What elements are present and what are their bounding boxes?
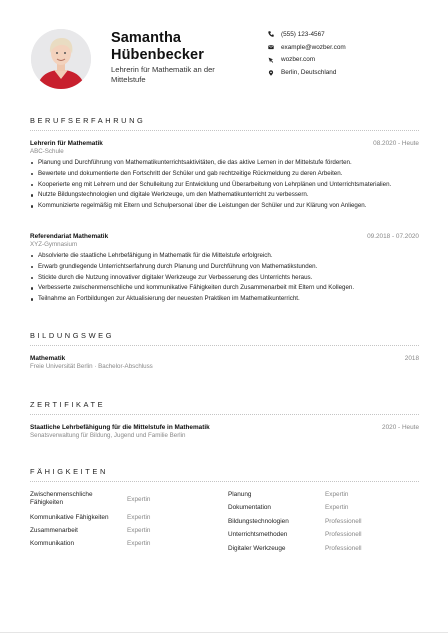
list-item: Absolvierte die staatliche Lehrbefähigung in Mathematik für die Mittelstufe erfolgreich. (30, 252, 419, 260)
skill-level: Professionell (325, 518, 362, 525)
page-bottom-rule (0, 632, 448, 633)
skill-level: Expertin (325, 491, 349, 498)
section-experience (30, 116, 419, 131)
experience-entry-1 (30, 140, 419, 213)
skill-name: Unterrichtsmethoden (228, 531, 288, 538)
section-divider (30, 130, 419, 131)
list-item: Planung und Durchführung von Mathematikunterrichtsaktivitäten, die das aktive Lernen in der Mittelstufe förderten. (30, 159, 419, 167)
section-title-education: BILDUNGSWEG (30, 331, 115, 340)
email-text[interactable]: example@wozber.com (281, 43, 346, 51)
phone-text[interactable]: (555) 123-4567 (281, 30, 325, 38)
education-entry (30, 355, 419, 371)
bullet-list (30, 159, 419, 211)
list-item: Nutzte Bildungstechnologien und digitale Werkzeuge, um den Mathematikunterricht zu verbessern. (30, 191, 419, 199)
section-divider (30, 345, 419, 346)
list-item: Kooperierte eng mit Lehrern und der Schulleitung zur Entwicklung und Überarbeitung von Lehrplänen und Unterrichtsmaterialien. (30, 181, 419, 189)
skill-level: Expertin (127, 514, 151, 521)
section-title-certificates: ZERTIFIKATE (30, 400, 106, 409)
skill-name: Digitaler Werkzeuge (228, 545, 286, 552)
section-title-experience: BERUFSERFAHRUNG (30, 116, 146, 125)
section-title-skills: FÄHIGKEITEN (30, 467, 108, 476)
skill-name: Zusammenarbeit (30, 527, 78, 534)
entry-company: ABC-Schule (30, 148, 64, 155)
list-item: Bewertete und dokumentierte den Fortschritt der Schüler und gab rechtzeitige Rückmeldung zu deren Arbeiten. (30, 170, 419, 178)
bullet-list (30, 252, 419, 304)
entry-title: Mathematik (30, 355, 66, 362)
entry-date: 08.2020 - Heute (373, 140, 419, 147)
skill-name: Dokumentation (228, 504, 271, 511)
job-title: Lehrerin für Mathematik an der Mittelstufe (111, 65, 215, 84)
contact-phone (268, 28, 346, 40)
section-skills (30, 467, 419, 482)
list-item: Stickte durch die Nutzung innovativer digitaler Werkzeuge zur Verbesserung des Unterrichts heraus. (30, 274, 419, 282)
entry-date: 2020 - Heute (382, 424, 419, 431)
section-certificates (30, 400, 419, 415)
section-divider (30, 481, 419, 482)
email-icon (268, 44, 274, 50)
phone-icon (268, 31, 274, 37)
location-pin-icon (268, 70, 274, 76)
contact-website (268, 54, 346, 66)
entry-title: Referendariat Mathematik (30, 233, 109, 240)
entry-title: Staatliche Lehrbefähigung für die Mittelstufe in Mathematik (30, 424, 210, 431)
skill-level: Expertin (325, 504, 349, 511)
list-item: Erwarb grundlegende Unterrichtserfahrung durch Planung und Durchführung von Mathematikstunden. (30, 263, 419, 271)
skill-name: Kommunikation (30, 540, 75, 547)
contact-location (268, 67, 346, 79)
entry-company: XYZ-Gymnasium (30, 241, 78, 248)
skill-name: Planung (228, 491, 252, 498)
contact-email (268, 41, 346, 53)
skill-level: Expertin (127, 527, 151, 534)
skill-level: Expertin (127, 540, 151, 547)
certificate-entry (30, 424, 419, 440)
skill-level: Professionell (325, 531, 362, 538)
section-divider (30, 414, 419, 415)
list-item: Kommunizierte regelmäßig mit Eltern und Schulpersonal über die Leistungen der Schüler und zur Klärung von Anliegen. (30, 202, 419, 210)
entry-subtitle: Freie Universität Berlin · Bachelor-Abschluss (30, 363, 153, 370)
skill-level: Professionell (325, 545, 362, 552)
skill-name: Zwischenmenschliche Fähigkeiten (30, 491, 93, 506)
list-item: Verbesserte zwischenmenschliche und kommunikative Fähigkeiten durch Zusammenarbeit mit Eltern und Kollegen. (30, 284, 419, 292)
entry-date: 09.2018 - 07.2020 (367, 233, 419, 240)
section-education (30, 331, 419, 346)
website-text[interactable]: wozber.com (281, 56, 316, 64)
entry-subtitle: Senatsverwaltung für Bildung, Jugend und Familie Berlin (30, 432, 186, 439)
list-item: Teilnahme an Fortbildungen zur Aktualisierung der neuesten Praktiken im Mathematikunterricht. (30, 295, 419, 303)
skill-name: Bildungstechnologien (228, 518, 289, 525)
entry-title: Lehrerin für Mathematik (30, 140, 103, 147)
resume-header (0, 0, 448, 100)
avatar (31, 29, 91, 89)
contact-list (268, 28, 346, 80)
link-icon (268, 57, 274, 63)
skill-level: Expertin (127, 496, 151, 503)
location-text: Berlin, Deutschland (281, 69, 337, 77)
experience-entry-2 (30, 233, 419, 306)
skill-name: Kommunikative Fähigkeiten (30, 514, 109, 521)
person-name: Samantha Hübenbecker (111, 30, 204, 63)
entry-date: 2018 (404, 355, 419, 362)
